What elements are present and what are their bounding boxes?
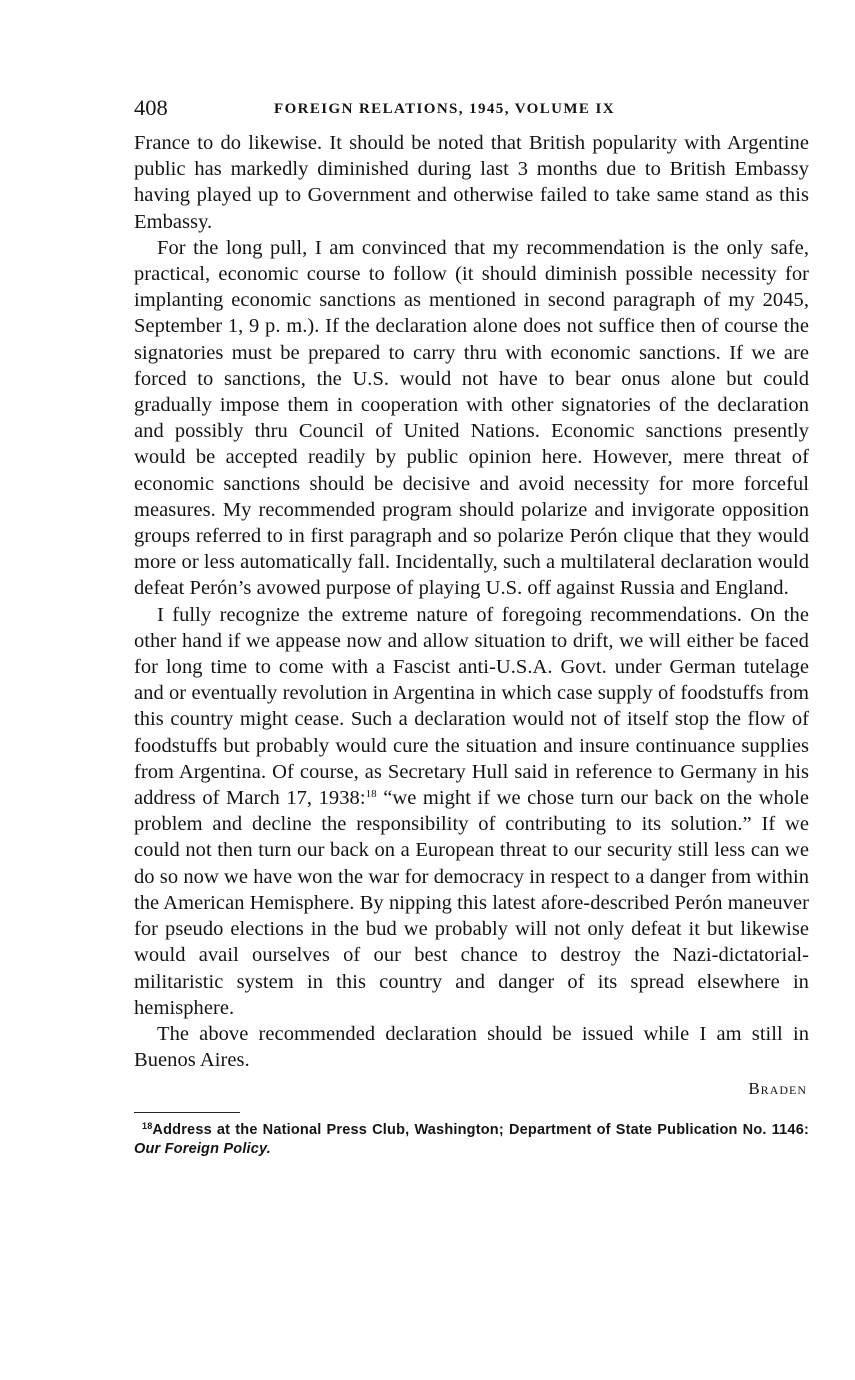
running-head — [134, 92, 809, 124]
paragraph-recommendations-quote: “we might if we chose turn our back on the whole problem and decline the responsibility of contributing to its solution.” If we could not then turn our back on a European threat to our security still less can we do so now we have won the war for democracy in respect to a danger from within the American Hemisphere. By nipping this latest afore-described Perón maneuver for pseudo elections in the bud we probably will not only defeat it but likewise would avail ourselves of our best chance to destroy the Nazi-dictatorial-militaristic system in this country and danger of its spread elsewhere in hemisphere. — [134, 787, 809, 1019]
footnote-reference[interactable]: 18 — [365, 788, 377, 801]
paragraph-closing: The above recommended declaration should be issued while I am still in Buenos Aires. — [134, 1022, 809, 1072]
footnote-divider — [134, 1112, 240, 1113]
footnote-marker: 18 — [142, 1121, 153, 1132]
paragraph-recommendations-text: I fully recognize the extreme nature of foregoing recommendations. On the other hand if we appease now and allow situation to drift, we will either be faced for long time to come with a Fascist anti-U.S.A. Govt. under German tutelage and or eventually revolution in Argentina in which case supply of foodstuffs from this country might cease. Such a declaration would not of itself stop the flow of foodstuffs but probably would cure the situation and insure continuance supplies from Argentina. Of course, as Secretary Hull said in reference to Germany in his address of March 17, 1938: — [134, 603, 809, 810]
page-number: 408 — [134, 95, 168, 120]
paragraph-recommendations — [134, 602, 809, 1021]
document-body — [134, 130, 809, 1073]
document-page — [134, 92, 809, 1159]
signature: Braden — [748, 1079, 807, 1099]
paragraph-continued: France to do likewise. It should be noted that British popularity with Argentine public has markedly diminished during last 3 months due to British Embassy having played up to Government and otherwise failed to take same stand as this Embassy. — [134, 132, 809, 233]
paragraph-long-pull: For the long pull, I am convinced that my recommendation is the only safe, practical, economic course to follow (it should diminish possible necessity for implanting economic sanctions as mentioned in second paragraph of my 2045, September 1, 9 p. m.). If the declaration alone does not suffice then of course the signatories must be prepared to carry thru with economic sanctions. If we are forced to sanctions, the U.S. would not have to bear onus alone but could gradually impose them in cooperation with other signatories of the declaration and possibly thru Council of United Nations. Economic sanctions presently would be accepted readily by public opinion here. However, mere threat of economic sanctions should be decisive and avoid necessity for more forceful measures. My recommended program should polarize and invigorate opposition groups referred to in first paragraph and so polarize Perón clique that they would more or less automatically fall. Incidentally, such a multilateral declaration would defeat Perón’s avowed purpose of playing U.S. off against Russia and England. — [134, 236, 809, 600]
footnote-publication-title: Our Foreign Policy. — [134, 1141, 272, 1158]
footnote-text: Address at the National Press Club, Washington; Department of State Publication No. 1146: — [152, 1122, 809, 1139]
running-head-title: FOREIGN RELATIONS, 1945, VOLUME IX — [274, 101, 615, 117]
footnote — [134, 1121, 809, 1159]
